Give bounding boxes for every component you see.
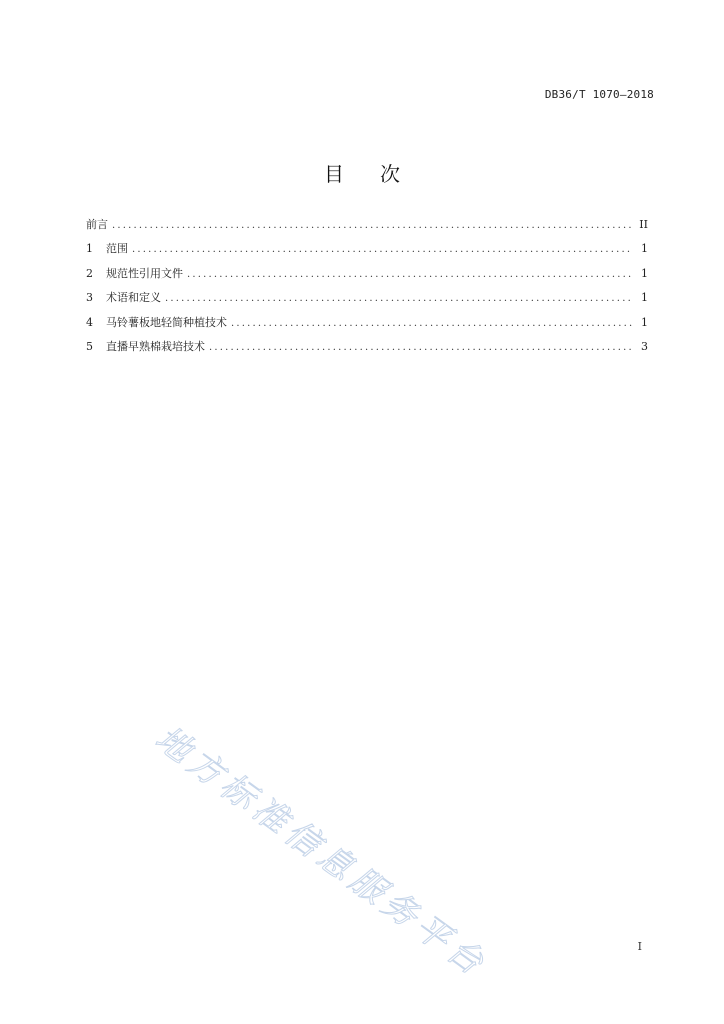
toc-entry-page: 3 [641,339,648,353]
toc-dot-leader [187,269,632,280]
watermark: 地方标准信息服务平台 [147,718,495,986]
toc-entry-normative-references[interactable] [86,265,648,289]
toc-entry-title: 直播早熟棉栽培技术 [106,339,205,353]
toc-entry-number: 2 [86,266,93,280]
title-char-1: 目 [324,162,344,186]
toc-entry-page: II [639,218,648,231]
toc-dot-leader [132,244,632,255]
toc-entry-potato-technique[interactable] [86,314,648,338]
toc-dot-leader [112,220,632,231]
standard-code: DB36/T 1070—2018 [544,88,654,101]
toc-entry-title: 范围 [106,242,128,256]
toc-dot-leader [231,318,632,329]
toc-entry-number: 1 [86,242,93,256]
toc-dot-leader [165,293,632,304]
toc-entry-cotton-technique[interactable] [86,338,648,362]
title-char-2: 次 [380,162,400,186]
toc-entry-page: 1 [641,291,648,305]
toc-entry-terms-definitions[interactable] [86,289,648,313]
toc-entry-title: 前言 [86,218,108,231]
toc-dot-leader [209,342,632,353]
toc-entry-number: 3 [86,291,93,305]
table-of-contents [86,216,648,362]
toc-entry-page: 1 [641,266,648,280]
page-number: I [637,940,642,953]
toc-entry-scope[interactable] [86,240,648,264]
toc-entry-foreword[interactable] [86,216,648,240]
toc-entry-title: 规范性引用文件 [106,266,183,280]
toc-entry-number: 4 [86,315,93,329]
toc-entry-title: 术语和定义 [106,291,161,305]
toc-entry-page: 1 [641,315,648,329]
toc-entry-title: 马铃薯板地轻简种植技术 [106,315,227,329]
toc-entry-number: 5 [86,339,93,353]
toc-entry-page: 1 [641,242,648,256]
page-title [0,158,724,187]
